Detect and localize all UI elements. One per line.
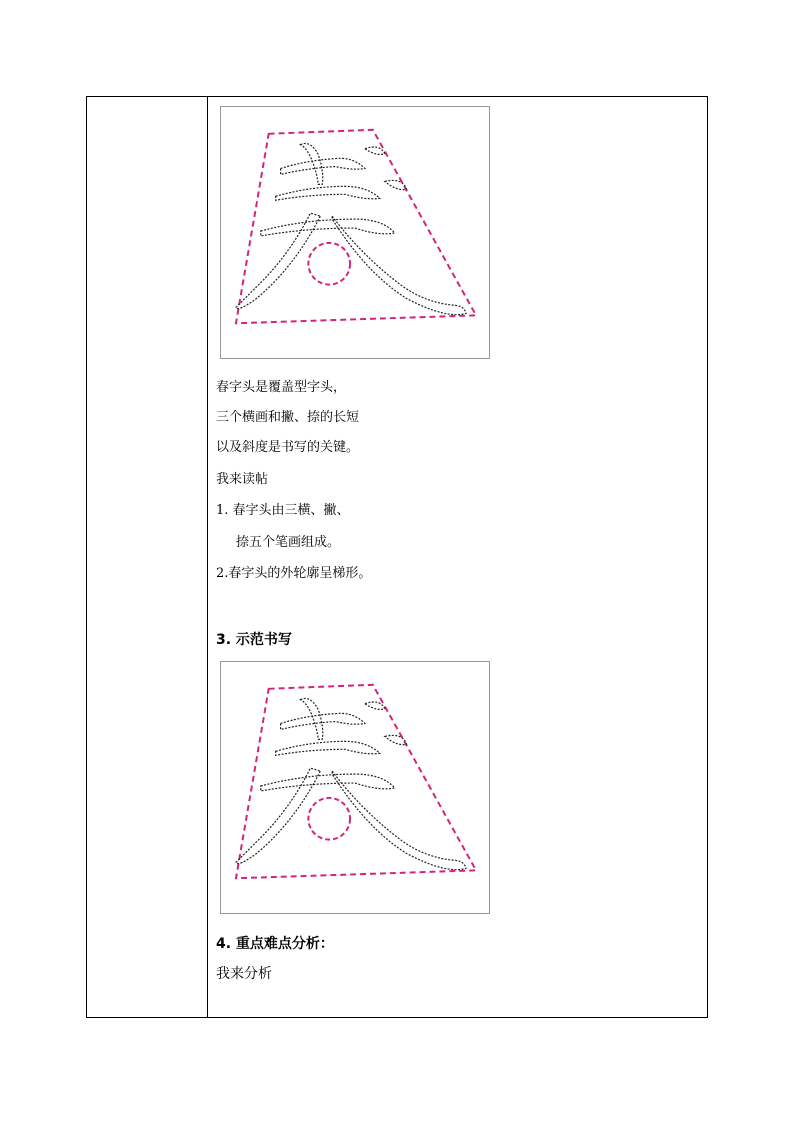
table-right-column (208, 97, 707, 1017)
intro-line-2: 三个横画和撇、捺的长短 (216, 410, 360, 425)
table-left-column (87, 97, 208, 1017)
chun-character-figure-1 (220, 106, 490, 359)
chun-character-outline-icon (221, 107, 489, 358)
chun-character-figure-2 (220, 661, 490, 914)
section-4-heading: 4. 重点难点分析： (216, 936, 334, 952)
reading-point-1a: 1. 春字头由三横、撇、 (216, 503, 350, 518)
reading-title: 我来读帖 (216, 472, 269, 487)
section-3-heading: 3. 示范书写 (216, 632, 292, 648)
section-4-text: 我来分析 (216, 966, 272, 982)
intro-line-3: 以及斜度是书写的关键。 (216, 440, 360, 455)
intro-line-1: 春字头是覆盖型字头， (216, 380, 347, 395)
document-table (86, 96, 708, 1018)
reading-point-2: 2.春字头的外轮廓呈梯形。 (216, 566, 372, 581)
chun-character-outline-icon (221, 662, 489, 913)
reading-point-1b: 捺五个笔画组成。 (236, 535, 341, 550)
